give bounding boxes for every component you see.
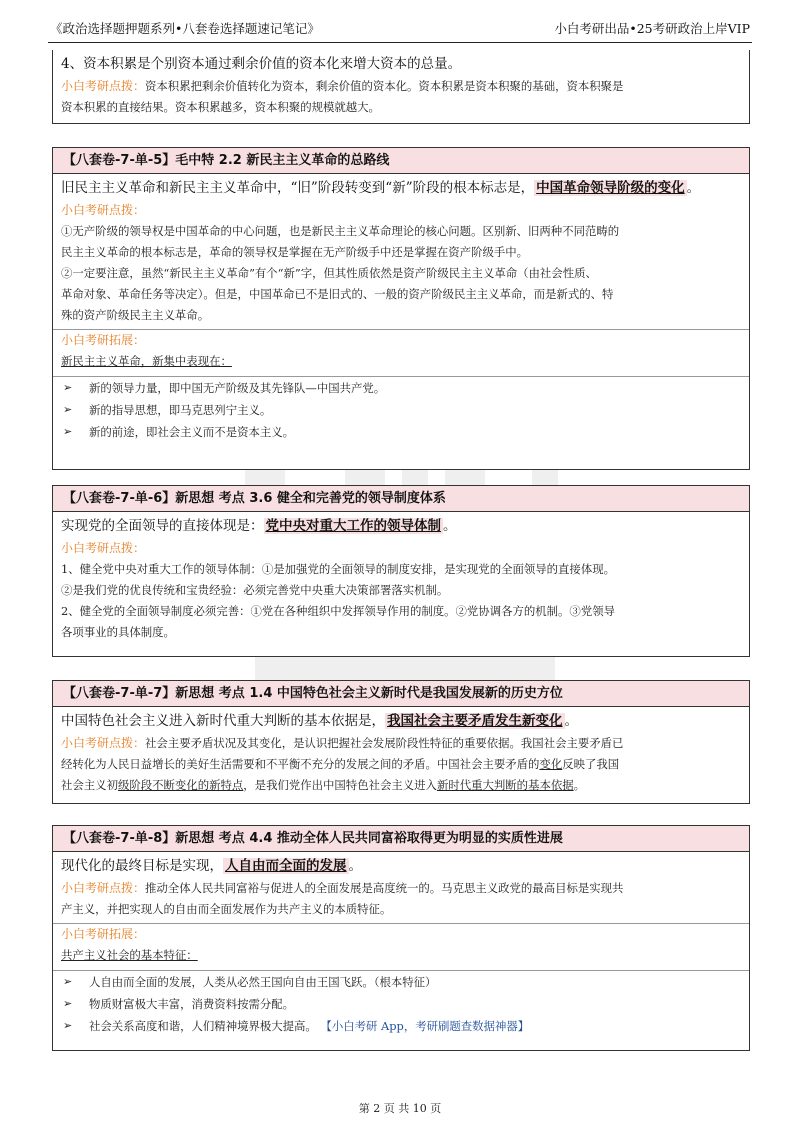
- list-item: [61, 971, 741, 993]
- tip-line: ②是我们党的优良传统和宝贵经验：必须完善党中央重大决策部署落实机制。: [61, 583, 449, 597]
- answer-highlight: 人自由而全面的发展: [225, 858, 347, 874]
- tip-line: [61, 775, 741, 796]
- question-title: 【八套卷-7-单-6】新思想 考点 3.6 健全和完善党的领导制度体系: [53, 486, 749, 512]
- tip-line: [61, 878, 741, 899]
- statement-4: 4、资本积累是个别资本通过剩余价值的资本化来增大资本的总量。: [61, 56, 462, 72]
- arrow-bullet-icon: ➢: [63, 1019, 73, 1032]
- tip-text: 推动全体人民共同富裕与促进人的全面发展是高度统一的。马克思主义政党的最高目标是实现共: [145, 881, 624, 895]
- question-text: 旧民主主义革命和新民主主义革命中，“旧”阶段转变到“新”阶段的根本标志是，: [61, 180, 535, 196]
- question-end: 。: [686, 180, 701, 196]
- arrow-bullet-icon: ➢: [63, 997, 73, 1010]
- tip-line: 民主主义革命的根本标志是，革命的领导权是掌握在无产阶级手中还是掌握在资产阶级手中。: [61, 245, 529, 259]
- question-card-8: [52, 825, 750, 1051]
- question-card-6: [52, 485, 750, 657]
- arrow-bullet-icon: ➢: [63, 381, 73, 394]
- tip-line: 革命对象、革命任务等决定）。但是，中国革命已不是旧式的、一般的资产阶级民主主义革命，而是新式的、特: [61, 287, 614, 301]
- list-item-text: 物质财富极大丰富，消费资料按需分配。: [89, 997, 295, 1011]
- tip-line: [61, 733, 741, 754]
- explanation: [61, 76, 741, 97]
- tip-line: 1、健全党中央对重大工作的领导体制：①是加强党的全面领导的制度安排，是实现党的全面领导的直接体现。: [61, 562, 615, 576]
- extension-label: 小白考研拓展：: [61, 333, 146, 347]
- tip-text: 社会主要矛盾状况及其变化，是认识把握社会发展阶段性特征的重要依据。我国社会主要矛盾已: [145, 736, 624, 750]
- extension-label: 小白考研拓展：: [61, 927, 146, 941]
- tip-line: [61, 754, 741, 775]
- tip-label: 小白考研点拨：: [61, 881, 146, 895]
- list-item-text: 新的前途，即社会主义而不是资本主义。: [89, 425, 295, 439]
- question-title: 【八套卷-7-单-7】新思想 考点 1.4 中国特色社会主义新时代是我国发展新的历史方位: [53, 681, 749, 707]
- list-item-text: 新的指导思想，即马克思列宁主义。: [89, 403, 272, 417]
- question-end: 。: [348, 858, 362, 874]
- tip-label: 小白考研点拨：: [61, 79, 146, 93]
- question-text: 实现党的全面领导的直接体现是：: [61, 518, 264, 534]
- question-card-7: [52, 680, 750, 804]
- tip-text: 反映了我国: [562, 757, 620, 771]
- tip-text: 社会主义初: [61, 778, 118, 792]
- publisher-tag: 小白考研出品•25考研政治上岸VIP: [554, 21, 750, 36]
- previous-question-continuation: [52, 50, 750, 124]
- tip-text: ，是我们党作出中国特色社会主义进入: [243, 778, 437, 792]
- tip-line: 各项事业的具体制度。: [61, 625, 175, 639]
- question-text: 中国特色社会主义进入新时代重大判断的基本依据是，: [61, 713, 385, 729]
- question-end: 。: [443, 518, 457, 534]
- document-series-title: 《政治选择题押题系列•八套卷选择题速记笔记》: [50, 21, 320, 36]
- question-end: 。: [564, 713, 578, 729]
- tip-line: ②一定要注意，虽然“新民主主义革命”有个“新”字，但其性质依然是资产阶级民主主义革命（由社会性质、: [61, 266, 597, 280]
- list-item: [61, 421, 741, 443]
- answer-highlight: 党中央对重大工作的领导体制: [265, 518, 441, 534]
- tip-label: 小白考研点拨：: [61, 736, 146, 750]
- tip-label: 小白考研点拨：: [61, 203, 146, 217]
- list-item: [61, 993, 741, 1015]
- page-header: [48, 18, 752, 43]
- question-stem: [61, 514, 741, 538]
- question-stem: [61, 176, 741, 200]
- page-number: 第 2 页 共 10 页: [358, 1102, 442, 1115]
- tip-label: 小白考研点拨：: [61, 541, 146, 555]
- underlined-text: 新时代重大判断的基本依据: [436, 778, 574, 792]
- list-item-text: 新的领导力量，即中国无产阶级及其先锋队—中国共产党。: [89, 381, 386, 395]
- tip-line: ①无产阶级的领导权是中国革命的中心问题，也是新民主主义革命理论的核心问题。区别新、旧两种不同范畴的: [61, 224, 620, 238]
- question-card-5: [52, 147, 750, 470]
- list-item-text: 人自由而全面的发展，人类从必然王国向自由王国飞跃。（根本特征）: [89, 975, 437, 989]
- question-title: 【八套卷-7-单-8】新思想 考点 4.4 推动全体人民共同富裕取得更为明显的实质性进展: [53, 826, 749, 852]
- explanation-line-2: 资本积累的直接结果。资本积累越多，资本积聚的规模就越大。: [61, 100, 380, 114]
- question-stem: [61, 854, 741, 878]
- tip-text: 。: [573, 778, 586, 792]
- extension-heading: 新民主主义革命，新集中表现在：: [61, 354, 232, 368]
- underlined-text: 变化: [539, 757, 563, 771]
- list-item-text: 社会关系高度和谐，人们精神境界极大提高。: [89, 1019, 317, 1033]
- tip-line: 产主义，并把实现人的自由而全面发展作为共产主义的本质特征。: [61, 902, 392, 916]
- explanation-line-1: 资本积累把剩余价值转化为资本，剩余价值的资本化。资本积累是资本积聚的基础，资本积聚是: [145, 79, 624, 93]
- list-item: [61, 399, 741, 421]
- tip-text: 经转化为人民日益增长的美好生活需要和不平衡不充分的发展之间的矛盾。中国社会主要矛盾的: [61, 757, 540, 771]
- tip-line: 殊的资产阶级民主主义革命。: [61, 308, 210, 322]
- arrow-bullet-icon: ➢: [63, 403, 73, 416]
- question-stem: [61, 709, 741, 733]
- underlined-text: 级阶段不断变化的新特点: [117, 778, 244, 792]
- extension-heading: 共产主义社会的基本特征：: [61, 948, 198, 962]
- arrow-bullet-icon: ➢: [63, 425, 73, 438]
- tip-line: 2、健全党的全面领导制度必须完善：①党在各种组织中发挥领导作用的制度。②党协调各方的机制。③党领导: [61, 604, 615, 618]
- question-title: 【八套卷-7-单-5】毛中特 2.2 新民主主义革命的总路线: [53, 148, 749, 174]
- answer-highlight: 中国革命领导阶级的变化: [536, 180, 685, 196]
- arrow-bullet-icon: ➢: [63, 975, 73, 988]
- question-text: 现代化的最终目标是实现，: [61, 858, 223, 874]
- list-item: [61, 1015, 741, 1037]
- answer-highlight: 我国社会主要矛盾发生新变化: [387, 713, 563, 729]
- list-item: [61, 377, 741, 399]
- app-promo-text: 【小白考研 App，考研刷题查数据神器】: [320, 1019, 530, 1033]
